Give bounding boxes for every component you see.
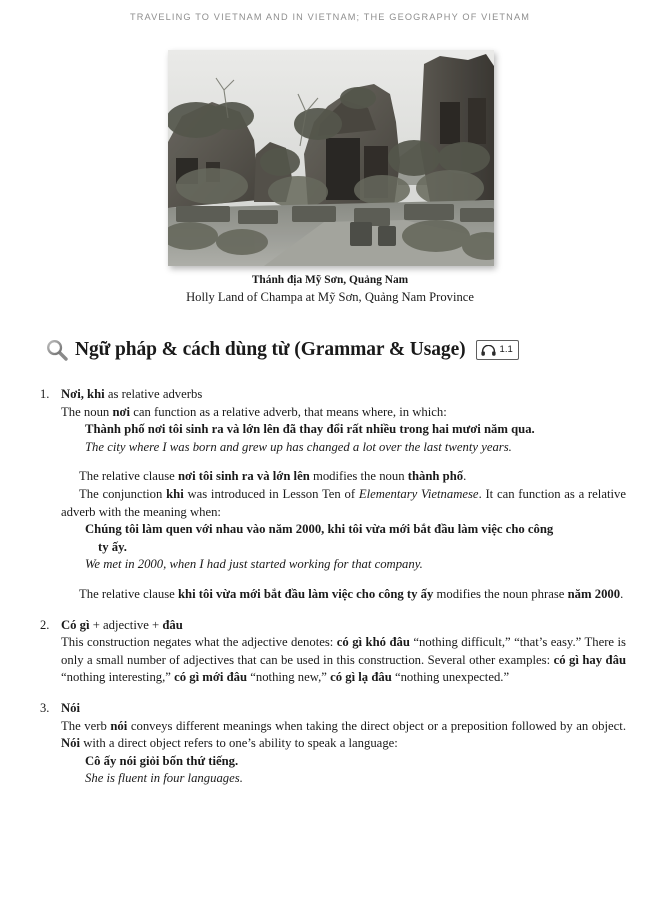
item-number: 2. bbox=[40, 617, 50, 632]
item-title bbox=[61, 617, 626, 635]
text-run: . bbox=[620, 586, 624, 601]
item-paragraph bbox=[61, 468, 626, 486]
text-run: thành phố bbox=[407, 469, 464, 484]
grammar-item bbox=[40, 617, 626, 687]
text-run: Nói bbox=[61, 736, 81, 751]
example-text: Chúng tôi làm quen với nhau vào năm 2000, khi tôi vừa mới bắt đầu làm việc cho công bbox=[85, 522, 554, 537]
text-run: khi tôi vừa mới bắt đầu làm việc cho công ty ấy bbox=[177, 586, 434, 601]
text-run: The conjunction bbox=[79, 486, 167, 501]
text-run: năm 2000 bbox=[567, 586, 621, 601]
item-paragraph bbox=[61, 486, 626, 521]
text-run: “nothing interesting,” bbox=[61, 670, 175, 685]
text-run: Có gì bbox=[61, 617, 90, 632]
item-number: 3. bbox=[40, 700, 50, 715]
item-title bbox=[61, 386, 626, 404]
example-text-continuation: ty ấy. bbox=[98, 539, 127, 554]
text-run: có gì khó đâu bbox=[336, 635, 410, 650]
section-heading bbox=[46, 336, 519, 364]
text-run: modifies the noun bbox=[309, 469, 408, 484]
example-vietnamese bbox=[85, 521, 626, 556]
item-paragraph bbox=[61, 586, 626, 604]
example-translation: We met in 2000, when I had just started working for that company. bbox=[85, 557, 423, 572]
headphone-icon bbox=[481, 345, 496, 356]
item-paragraph bbox=[61, 404, 626, 422]
text-run: . bbox=[463, 469, 467, 484]
text-run: đâu bbox=[162, 617, 183, 632]
example-text: Thành phố nơi tôi sinh ra và lớn lên đã thay đổi rất nhiều trong hai mươi năm qua. bbox=[85, 422, 535, 437]
text-run: + adjective + bbox=[89, 617, 163, 632]
text-run: The verb bbox=[61, 718, 111, 733]
text-run: The relative clause bbox=[79, 469, 178, 484]
example-vietnamese bbox=[85, 753, 626, 771]
text-run: was introduced in Lesson Ten of bbox=[183, 486, 359, 501]
example-text: Cô ấy nói giỏi bốn thứ tiếng. bbox=[85, 753, 239, 768]
text-run: nơi tôi sinh ra và lớn lên bbox=[177, 469, 310, 484]
figure-my-son bbox=[168, 50, 494, 266]
text-run: The relative clause bbox=[79, 586, 178, 601]
text-run: conveys different meanings when taking the direct object or a preposition followed by an object. bbox=[127, 718, 626, 733]
item-paragraph bbox=[61, 634, 626, 687]
text-run: có gì mới đâu bbox=[174, 670, 248, 685]
item-paragraph bbox=[61, 718, 626, 753]
text-run: as relative adverbs bbox=[104, 387, 203, 401]
text-run: with a direct object refers to one’s ability to speak a language: bbox=[80, 736, 398, 751]
audio-track-badge[interactable] bbox=[476, 340, 519, 360]
text-run: The noun bbox=[61, 404, 113, 419]
text-run: This construction negates what the adjective denotes: bbox=[61, 635, 337, 650]
example-translation: The city where I was born and grew up has changed a lot over the last twenty years. bbox=[85, 439, 512, 454]
figure-caption-english: Holly Land of Champa at Mỹ Sơn, Quảng Nam Province bbox=[186, 290, 474, 304]
text-run: nói bbox=[110, 718, 128, 733]
section-title: Ngữ pháp & cách dùng từ (Grammar & Usage) bbox=[75, 339, 466, 360]
text-run: Elementary Vietnamese bbox=[358, 486, 479, 501]
grammar-item bbox=[40, 700, 626, 788]
text-run: Nơi, khi bbox=[61, 387, 105, 401]
example-vietnamese bbox=[85, 421, 626, 439]
text-run: can function as a relative adverb, that means where, in which: bbox=[130, 404, 447, 419]
audio-track-label: 1.1 bbox=[499, 344, 513, 356]
text-run: Nói bbox=[61, 700, 81, 715]
item-title bbox=[61, 700, 626, 718]
photograph-my-son-ruins bbox=[168, 50, 494, 266]
text-run: modifies the noun phrase bbox=[433, 586, 568, 601]
magnifier-icon bbox=[46, 339, 68, 361]
grammar-item bbox=[40, 386, 626, 604]
text-run: “nothing unexpected.” bbox=[391, 670, 510, 685]
running-head: TRAVELING TO VIETNAM AND IN VIETNAM; THE GEOGRAPHY OF VIETNAM bbox=[129, 12, 531, 22]
text-run: khi bbox=[166, 486, 184, 501]
text-run: . It can function as a relative adverb with the meaning when: bbox=[61, 486, 626, 519]
text-run: “nothing difficult,” “that’s easy.” There is only a small number of adjectives that can be used in this construction. Several other examples: bbox=[61, 635, 626, 667]
figure-caption-vietnamese: Thánh địa Mỹ Sơn, Quảng Nam bbox=[251, 274, 409, 286]
text-run: có gì lạ đâu bbox=[330, 670, 392, 685]
text-run: “nothing new,” bbox=[247, 670, 331, 685]
text-run: có gì hay đâu bbox=[553, 652, 626, 667]
text-run: nơi bbox=[112, 404, 131, 419]
grammar-usage-list bbox=[40, 386, 626, 788]
example-translation: She is fluent in four languages. bbox=[85, 771, 243, 786]
item-number: 1. bbox=[40, 387, 50, 401]
